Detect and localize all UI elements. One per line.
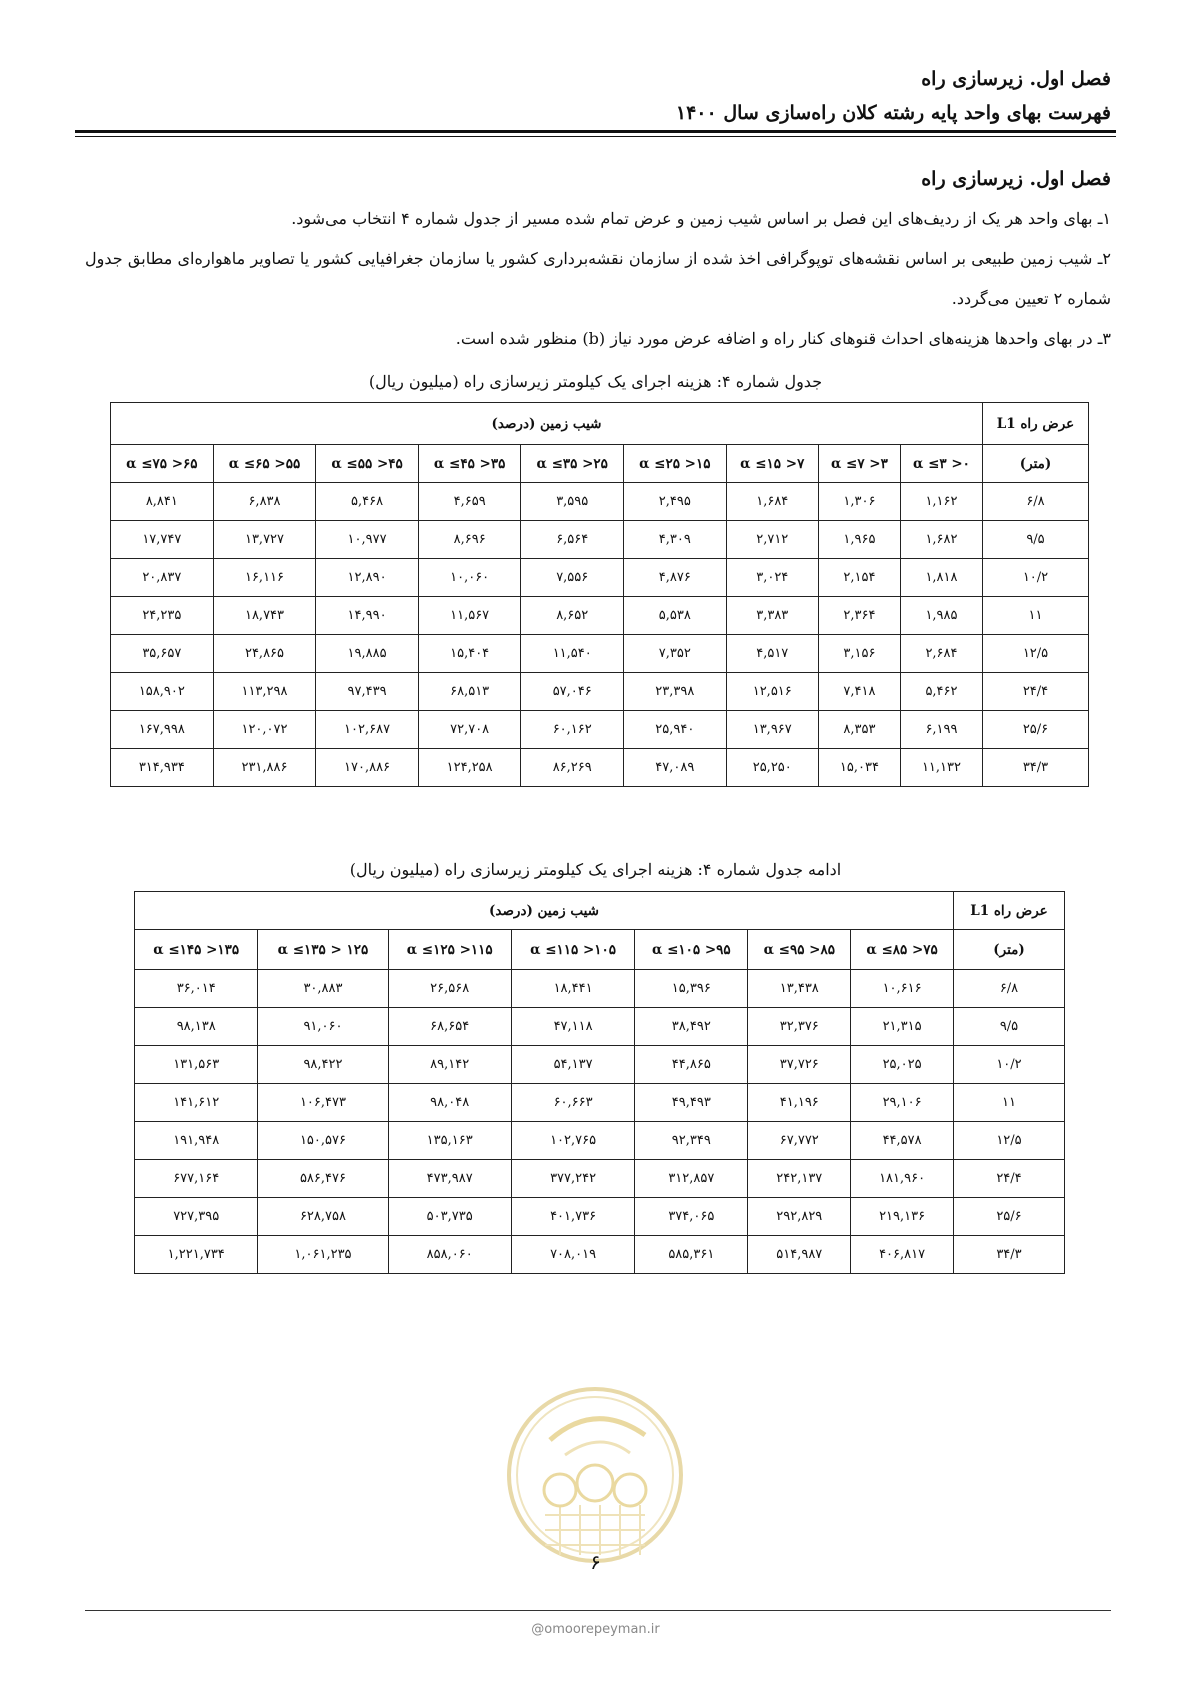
slope-column-header: ۱۳۵< α ≤۱۴۵ xyxy=(135,930,258,970)
table-row xyxy=(111,635,1089,673)
cost-cell: ۳,۱۵۶ xyxy=(818,635,900,673)
seal-outer-ring xyxy=(509,1389,681,1561)
cost-cell: ۷۲,۷۰۸ xyxy=(418,711,521,749)
road-width-cell: ۲۵/۶ xyxy=(954,1198,1065,1236)
header-rule-thick xyxy=(75,130,1116,133)
cost-cell: ۱۸,۷۴۳ xyxy=(213,597,316,635)
row-header-width: عرض راه L1 xyxy=(954,892,1065,930)
table-row xyxy=(135,1046,1065,1084)
cost-cell: ۶۰,۱۶۲ xyxy=(521,711,624,749)
road-width-cell: ۶/۸ xyxy=(954,970,1065,1008)
watermark-seal xyxy=(505,1385,685,1565)
footer-rule xyxy=(85,1610,1111,1611)
cost-cell: ۴۷۳,۹۸۷ xyxy=(388,1160,511,1198)
cost-cell: ۲,۶۸۴ xyxy=(900,635,982,673)
cost-cell: ۶۸,۵۱۳ xyxy=(418,673,521,711)
cost-cell: ۱,۳۰۶ xyxy=(818,483,900,521)
cost-cell: ۹۸,۰۴۸ xyxy=(388,1084,511,1122)
cost-cell: ۶,۵۶۴ xyxy=(521,521,624,559)
cost-cell: ۲۹,۱۰۶ xyxy=(851,1084,954,1122)
table-row xyxy=(135,970,1065,1008)
cost-cell: ۵۸۵,۳۶۱ xyxy=(635,1236,748,1274)
cost-cell: ۷۰۸,۰۱۹ xyxy=(511,1236,634,1274)
cost-cell: ۵۴,۱۳۷ xyxy=(511,1046,634,1084)
cost-cell: ۳۲,۳۷۶ xyxy=(748,1008,851,1046)
table-row xyxy=(135,1084,1065,1122)
cost-cell: ۵,۴۶۲ xyxy=(900,673,982,711)
cost-cell: ۳,۳۸۳ xyxy=(726,597,818,635)
cost-cell: ۴۰۶,۸۱۷ xyxy=(851,1236,954,1274)
slope-column-header: ۱۱۵< α ≤۱۲۵ xyxy=(388,930,511,970)
cost-cell: ۱۲,۸۹۰ xyxy=(316,559,419,597)
slope-column-header: ۸۵< α ≤۹۵ xyxy=(748,930,851,970)
website-label: @omoorepeyman.ir xyxy=(531,1622,660,1637)
cost-cell: ۱۰۲,۷۶۵ xyxy=(511,1122,634,1160)
road-width-cell: ۱۲/۵ xyxy=(954,1122,1065,1160)
road-width-cell: ۶/۸ xyxy=(983,483,1089,521)
seal-gear-left xyxy=(544,1474,576,1506)
cost-cell: ۸۹,۱۴۲ xyxy=(388,1046,511,1084)
cost-cell: ۲۴,۸۶۵ xyxy=(213,635,316,673)
cost-cell: ۱۶,۱۱۶ xyxy=(213,559,316,597)
seal-grid xyxy=(545,1505,645,1555)
cost-table-1 xyxy=(110,402,1089,787)
header-chapter: فصل اول. زیرسازی راه xyxy=(921,68,1111,90)
slope-group-header: شیب زمین (درصد) xyxy=(135,892,954,930)
cost-cell: ۸,۸۴۱ xyxy=(111,483,214,521)
slope-column-header: ۹۵< α ≤۱۰۵ xyxy=(635,930,748,970)
table-row xyxy=(111,749,1089,787)
cost-cell: ۷,۴۱۸ xyxy=(818,673,900,711)
cost-cell: ۲,۷۱۲ xyxy=(726,521,818,559)
cost-cell: ۶,۸۳۸ xyxy=(213,483,316,521)
cost-cell: ۱۱,۵۶۷ xyxy=(418,597,521,635)
table-row xyxy=(111,483,1089,521)
cost-cell: ۹۷,۴۳۹ xyxy=(316,673,419,711)
cost-cell: ۱,۶۸۲ xyxy=(900,521,982,559)
cost-cell: ۱,۲۲۱,۷۳۴ xyxy=(135,1236,258,1274)
cost-cell: ۱۰۲,۶۸۷ xyxy=(316,711,419,749)
cost-cell: ۵,۴۶۸ xyxy=(316,483,419,521)
cost-cell: ۴۴,۵۷۸ xyxy=(851,1122,954,1160)
cost-cell: ۱۰,۶۱۶ xyxy=(851,970,954,1008)
road-width-cell: ۱۰/۲ xyxy=(954,1046,1065,1084)
cost-cell: ۳,۰۲۴ xyxy=(726,559,818,597)
cost-cell: ۲۴۲,۱۳۷ xyxy=(748,1160,851,1198)
table-row xyxy=(135,1122,1065,1160)
section-heading: فصل اول. زیرسازی راه xyxy=(921,168,1111,190)
cost-cell: ۲۶,۵۶۸ xyxy=(388,970,511,1008)
cost-cell: ۵۸۶,۴۷۶ xyxy=(258,1160,388,1198)
slope-column-header: ۱۵< α ≤۲۵ xyxy=(624,445,727,483)
cost-cell: ۳,۵۹۵ xyxy=(521,483,624,521)
row-header-unit: (متر) xyxy=(954,930,1065,970)
cost-cell: ۲,۳۶۴ xyxy=(818,597,900,635)
cost-cell: ۴۱,۱۹۶ xyxy=(748,1084,851,1122)
cost-cell: ۱۱,۵۴۰ xyxy=(521,635,624,673)
slope-column-header: ۱۲۵ < α ≤۱۳۵ xyxy=(258,930,388,970)
cost-cell: ۲۵,۲۵۰ xyxy=(726,749,818,787)
cost-cell: ۳۷,۷۲۶ xyxy=(748,1046,851,1084)
seal-gear-right xyxy=(614,1474,646,1506)
cost-cell: ۱۲۴,۲۵۸ xyxy=(418,749,521,787)
table1-caption: جدول شماره ۴: هزینه اجرای یک کیلومتر زیرسازی راه (میلیون ریال) xyxy=(368,372,823,391)
cost-cell: ۶۷۷,۱۶۴ xyxy=(135,1160,258,1198)
cost-cell: ۴,۸۷۶ xyxy=(624,559,727,597)
cost-cell: ۳۸,۴۹۲ xyxy=(635,1008,748,1046)
seal-gear-center xyxy=(577,1465,613,1501)
slope-column-header: ۶۵< α ≤۷۵ xyxy=(111,445,214,483)
cost-cell: ۱۵۸,۹۰۲ xyxy=(111,673,214,711)
cost-cell: ۱۰۶,۴۷۳ xyxy=(258,1084,388,1122)
cost-cell: ۲۰,۸۳۷ xyxy=(111,559,214,597)
cost-cell: ۳۷۷,۲۴۲ xyxy=(511,1160,634,1198)
slope-column-header: ۳< α ≤۷ xyxy=(818,445,900,483)
cost-cell: ۲۴,۲۳۵ xyxy=(111,597,214,635)
cost-cell: ۱۵۰,۵۷۶ xyxy=(258,1122,388,1160)
running-header xyxy=(676,62,1111,130)
cost-cell: ۴۹,۴۹۳ xyxy=(635,1084,748,1122)
cost-cell: ۱۸۱,۹۶۰ xyxy=(851,1160,954,1198)
table-row xyxy=(135,1198,1065,1236)
cost-cell: ۲۱,۳۱۵ xyxy=(851,1008,954,1046)
cost-cell: ۱۷,۷۴۷ xyxy=(111,521,214,559)
cost-cell: ۱۹۱,۹۴۸ xyxy=(135,1122,258,1160)
section-body xyxy=(85,165,1111,359)
cost-cell: ۱,۰۶۱,۲۳۵ xyxy=(258,1236,388,1274)
cost-cell: ۱۲,۵۱۶ xyxy=(726,673,818,711)
cost-cell: ۱۶۷,۹۹۸ xyxy=(111,711,214,749)
road-width-cell: ۲۴/۴ xyxy=(983,673,1089,711)
slope-column-header: ۳۵< α ≤۴۵ xyxy=(418,445,521,483)
cost-cell: ۲۹۲,۸۲۹ xyxy=(748,1198,851,1236)
slope-column-header: ۵۵< α ≤۶۵ xyxy=(213,445,316,483)
seal-calligraphy-2 xyxy=(565,1442,630,1455)
cost-cell: ۱,۹۸۵ xyxy=(900,597,982,635)
table-row xyxy=(111,597,1089,635)
cost-cell: ۴,۳۰۹ xyxy=(624,521,727,559)
cost-cell: ۷,۳۵۲ xyxy=(624,635,727,673)
cost-cell: ۳۱۴,۹۳۴ xyxy=(111,749,214,787)
slope-column-header: ۷۵< α ≤۸۵ xyxy=(851,930,954,970)
road-width-cell: ۲۴/۴ xyxy=(954,1160,1065,1198)
table-row xyxy=(135,1236,1065,1274)
table-row xyxy=(111,521,1089,559)
table-row xyxy=(135,1008,1065,1046)
cost-cell: ۳۱۲,۸۵۷ xyxy=(635,1160,748,1198)
cost-cell: ۵,۵۳۸ xyxy=(624,597,727,635)
slope-column-header: ۱۰۵< α ≤۱۱۵ xyxy=(511,930,634,970)
cost-cell: ۱۳۵,۱۶۳ xyxy=(388,1122,511,1160)
slope-column-header: ۰< α ≤۳ xyxy=(900,445,982,483)
table-row xyxy=(111,673,1089,711)
cost-cell: ۱۸,۴۴۱ xyxy=(511,970,634,1008)
road-width-cell: ۹/۵ xyxy=(954,1008,1065,1046)
cost-cell: ۲۳۱,۸۸۶ xyxy=(213,749,316,787)
cost-cell: ۴,۶۵۹ xyxy=(418,483,521,521)
cost-cell: ۴۰۱,۷۳۶ xyxy=(511,1198,634,1236)
cost-cell: ۱۲۰,۰۷۲ xyxy=(213,711,316,749)
cost-cell: ۱۳۱,۵۶۳ xyxy=(135,1046,258,1084)
cost-cell: ۷,۵۵۶ xyxy=(521,559,624,597)
cost-cell: ۲۵,۹۴۰ xyxy=(624,711,727,749)
cost-cell: ۱,۸۱۸ xyxy=(900,559,982,597)
cost-cell: ۳۰,۸۸۳ xyxy=(258,970,388,1008)
cost-cell: ۴۷,۱۱۸ xyxy=(511,1008,634,1046)
cost-cell: ۸,۶۵۲ xyxy=(521,597,624,635)
cost-cell: ۶۰,۶۶۳ xyxy=(511,1084,634,1122)
cost-cell: ۱۹,۸۸۵ xyxy=(316,635,419,673)
cost-cell: ۱۳,۷۲۷ xyxy=(213,521,316,559)
cost-cell: ۸,۶۹۶ xyxy=(418,521,521,559)
cost-cell: ۸۵۸,۰۶۰ xyxy=(388,1236,511,1274)
row-header-unit: (متر) xyxy=(983,445,1089,483)
cost-cell: ۸,۳۵۳ xyxy=(818,711,900,749)
cost-table-2 xyxy=(134,891,1065,1274)
paragraph-3: ۳ـ در بهای واحدها هزینه‌های احداث قنوهای کنار راه و اضافه عرض مورد نیاز (b) منظور شده است. xyxy=(455,329,1111,348)
cost-cell: ۲,۴۹۵ xyxy=(624,483,727,521)
road-width-cell: ۱۲/۵ xyxy=(983,635,1089,673)
paragraph-2: ۲ـ شیب زمین طبیعی بر اساس نقشه‌های توپوگرافی اخذ شده از سازمان نقشه‌برداری کشور یا سازمان جغرافیایی کشور یا تصاویر ماهواره‌ای مطابق جدول شماره ۲ تعیین می‌گردد. xyxy=(85,249,1111,308)
table-row xyxy=(111,711,1089,749)
slope-group-header: شیب زمین (درصد) xyxy=(111,403,983,445)
paragraph-1: ۱ـ بهای واحد هر یک از ردیف‌های این فصل بر اساس شیب زمین و عرض تمام شده مسیر از جدول شماره ۴ انتخاب می‌شود. xyxy=(291,209,1111,228)
cost-cell: ۱۰,۰۶۰ xyxy=(418,559,521,597)
cost-cell: ۹۸,۴۲۲ xyxy=(258,1046,388,1084)
cost-cell: ۱۴,۹۹۰ xyxy=(316,597,419,635)
cost-cell: ۱۱۳,۲۹۸ xyxy=(213,673,316,711)
cost-cell: ۳۷۴,۰۶۵ xyxy=(635,1198,748,1236)
table2-caption: ادامه جدول شماره ۴: هزینه اجرای یک کیلومتر زیرسازی راه (میلیون ریال) xyxy=(349,860,842,879)
cost-cell: ۱۵,۰۳۴ xyxy=(818,749,900,787)
cost-cell: ۱,۹۶۵ xyxy=(818,521,900,559)
cost-cell: ۴۷,۰۸۹ xyxy=(624,749,727,787)
cost-cell: ۶,۱۹۹ xyxy=(900,711,982,749)
cost-cell: ۲,۱۵۴ xyxy=(818,559,900,597)
cost-cell: ۱,۱۶۲ xyxy=(900,483,982,521)
table-row xyxy=(111,559,1089,597)
cost-cell: ۲۱۹,۱۳۶ xyxy=(851,1198,954,1236)
cost-cell: ۶۸,۶۵۴ xyxy=(388,1008,511,1046)
road-width-cell: ۲۵/۶ xyxy=(983,711,1089,749)
road-width-cell: ۱۱ xyxy=(954,1084,1065,1122)
cost-cell: ۵۷,۰۴۶ xyxy=(521,673,624,711)
road-width-cell: ۱۰/۲ xyxy=(983,559,1089,597)
cost-cell: ۵۰۳,۷۳۵ xyxy=(388,1198,511,1236)
cost-cell: ۲۳,۳۹۸ xyxy=(624,673,727,711)
cost-cell: ۹۱,۰۶۰ xyxy=(258,1008,388,1046)
cost-cell: ۴,۵۱۷ xyxy=(726,635,818,673)
cost-cell: ۲۵,۰۲۵ xyxy=(851,1046,954,1084)
cost-cell: ۵۱۴,۹۸۷ xyxy=(748,1236,851,1274)
seal-calligraphy xyxy=(550,1419,645,1440)
cost-cell: ۱۷۰,۸۸۶ xyxy=(316,749,419,787)
cost-cell: ۷۲۷,۳۹۵ xyxy=(135,1198,258,1236)
cost-cell: ۸۶,۲۶۹ xyxy=(521,749,624,787)
road-width-cell: ۹/۵ xyxy=(983,521,1089,559)
road-width-cell: ۳۴/۳ xyxy=(983,749,1089,787)
row-header-width: عرض راه L1 xyxy=(983,403,1089,445)
slope-column-header: ۴۵< α ≤۵۵ xyxy=(316,445,419,483)
cost-cell: ۶۲۸,۷۵۸ xyxy=(258,1198,388,1236)
road-width-cell: ۳۴/۳ xyxy=(954,1236,1065,1274)
cost-cell: ۳۵,۶۵۷ xyxy=(111,635,214,673)
cost-cell: ۹۲,۳۴۹ xyxy=(635,1122,748,1160)
cost-cell: ۱۵,۳۹۶ xyxy=(635,970,748,1008)
road-width-cell: ۱۱ xyxy=(983,597,1089,635)
cost-cell: ۱۴۱,۶۱۲ xyxy=(135,1084,258,1122)
slope-column-header: ۷< α ≤۱۵ xyxy=(726,445,818,483)
cost-cell: ۱۳,۹۶۷ xyxy=(726,711,818,749)
table-row xyxy=(135,1160,1065,1198)
slope-column-header: ۲۵< α ≤۳۵ xyxy=(521,445,624,483)
cost-cell: ۳۶,۰۱۴ xyxy=(135,970,258,1008)
cost-cell: ۱۵,۴۰۴ xyxy=(418,635,521,673)
cost-cell: ۶۷,۷۷۲ xyxy=(748,1122,851,1160)
cost-cell: ۱۳,۴۳۸ xyxy=(748,970,851,1008)
cost-cell: ۱,۶۸۴ xyxy=(726,483,818,521)
page-number: ۶ xyxy=(590,1550,601,1574)
cost-cell: ۱۱,۱۳۲ xyxy=(900,749,982,787)
cost-cell: ۴۴,۸۶۵ xyxy=(635,1046,748,1084)
cost-cell: ۹۸,۱۳۸ xyxy=(135,1008,258,1046)
header-rule-thin xyxy=(75,136,1116,137)
header-title: فهرست بهای واحد پایه رشته کلان راه‌سازی سال ۱۴۰۰ xyxy=(675,102,1111,124)
cost-cell: ۱۰,۹۷۷ xyxy=(316,521,419,559)
